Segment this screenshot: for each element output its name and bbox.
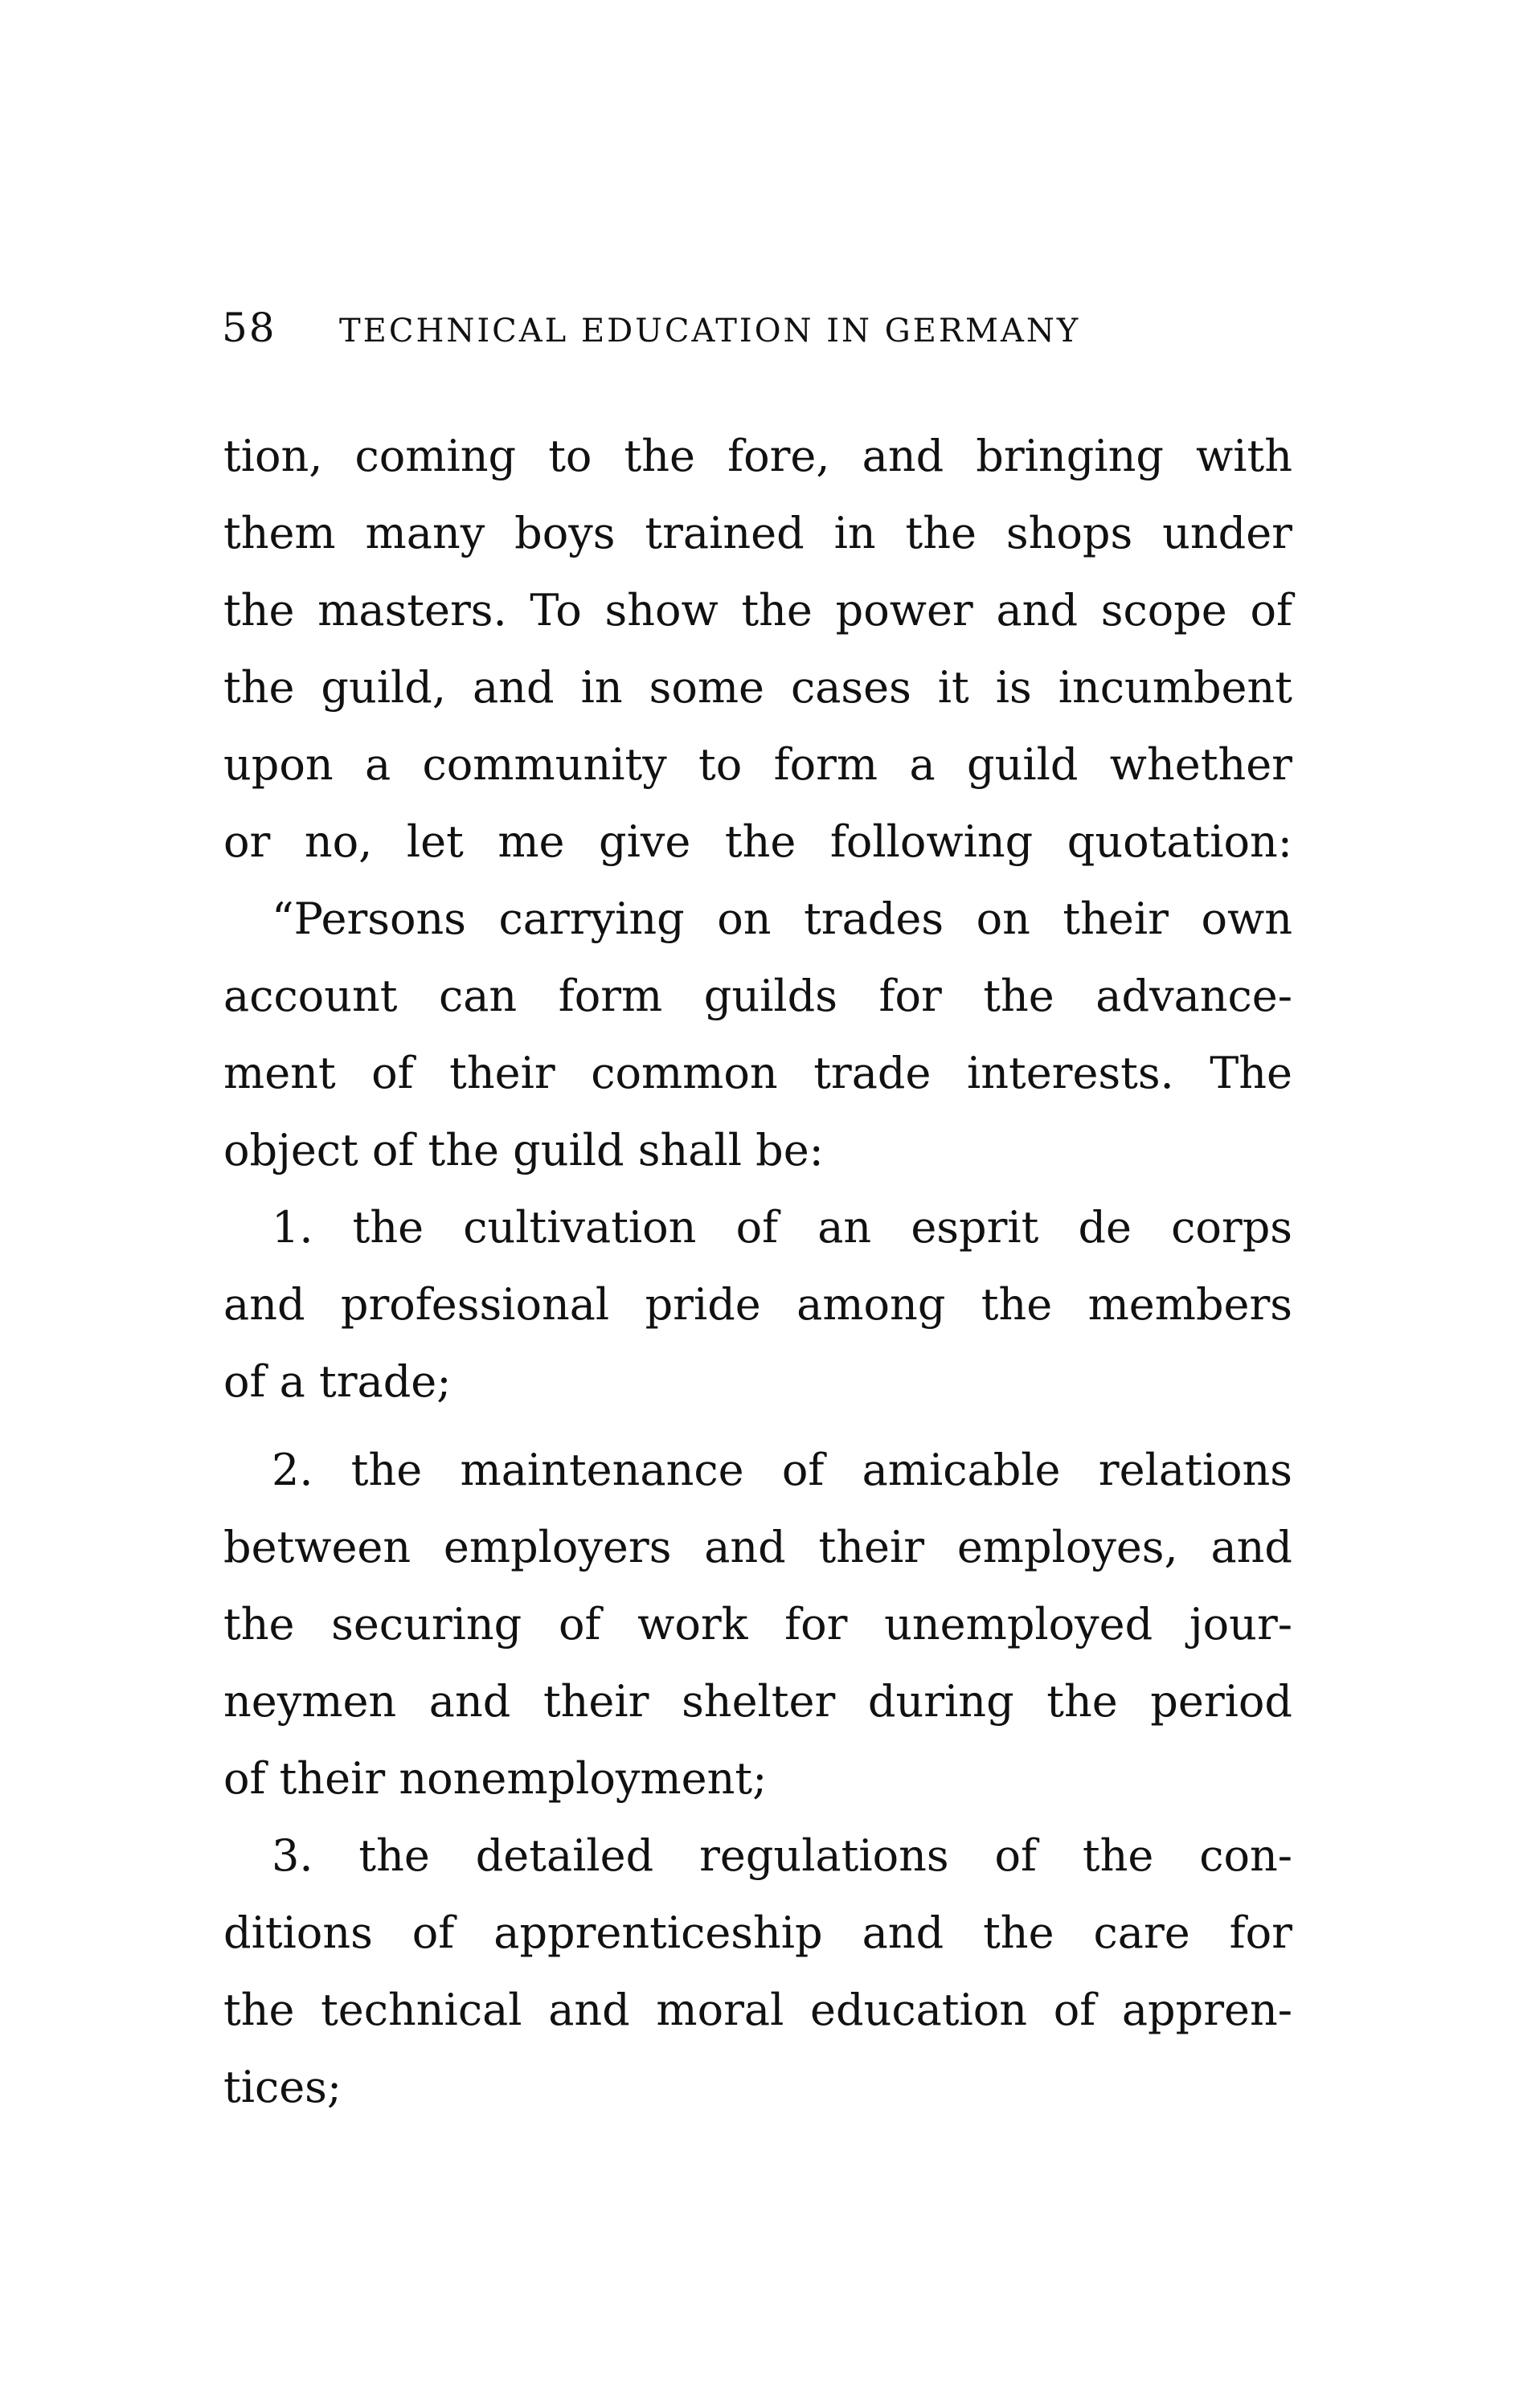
page-number: 58 [222,305,276,351]
text-line: between employers and their employes, and [223,1522,1292,1572]
list-item-3 [223,1817,1292,2126]
running-title: TECHNICAL EDUCATION IN GERMANY [339,313,1081,350]
text-line: the masters. To show the power and scope of [223,585,1292,636]
paragraph-gap [223,1421,1292,1432]
text-line: and professional pride among the members [223,1279,1292,1330]
list-item-1 [223,1189,1292,1421]
text-line: ditions of apprenticeship and the care for [223,1907,1292,1958]
text-line: the securing of work for unemployed jour- [223,1599,1292,1650]
text-line: 3. the detailed regulations of the con- [272,1830,1292,1881]
text-line: 1. the cultivation of an esprit de corps [272,1202,1292,1253]
text-line: of their nonemployment; [223,1753,768,1804]
text-line: of a trade; [223,1356,452,1407]
text-line: ment of their common trade interests. The [223,1048,1292,1098]
body-text [223,418,1292,2126]
list-item-2 [223,1432,1292,1817]
text-line: object of the guild shall be: [223,1125,824,1175]
text-line: the guild, and in some cases it is incumbent [223,662,1292,713]
text-line: them many boys trained in the shops under [223,508,1292,558]
paragraph-quotation [223,881,1292,1189]
text-line: 2. the maintenance of amicable relations [272,1445,1292,1495]
text-line: “Persons carrying on trades on their own [272,893,1292,944]
text-line: the technical and moral education of appren- [223,1985,1292,2035]
text-line: upon a community to form a guild whether [223,739,1292,790]
text-line: neymen and their shelter during the period [223,1676,1292,1727]
running-head [222,299,1267,357]
paragraph-intro [223,418,1292,881]
text-line: tion, coming to the fore, and bringing with [223,431,1292,481]
text-line: account can form guilds for the advance- [223,971,1292,1021]
text-line: tices; [223,2062,342,2112]
text-line: or no, let me give the following quotation: [223,816,1292,867]
